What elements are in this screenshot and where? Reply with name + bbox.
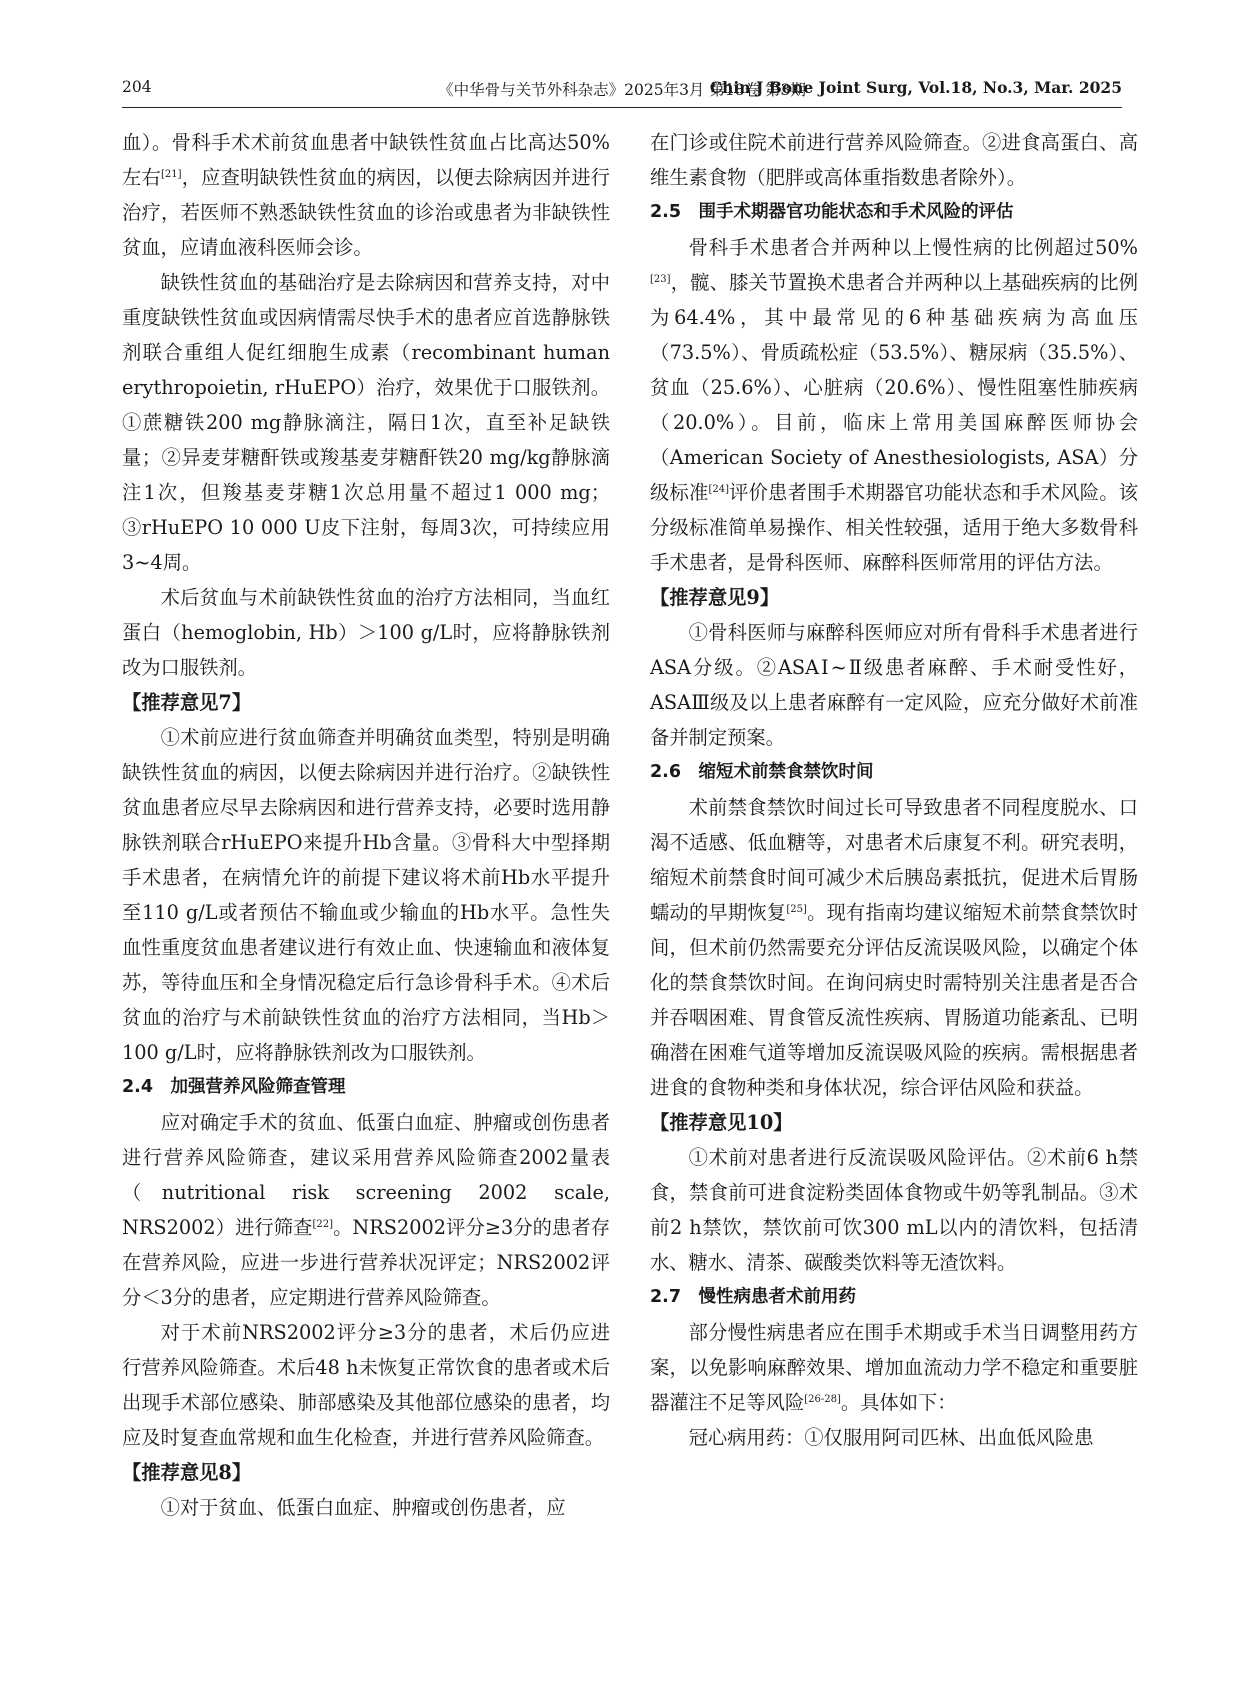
paragraph: 对于术前NRS2002评分≥3分的患者，术后仍应进行营养风险筛查。术后48 h未恢复正常饮食的患者或术后出现手术部位感染、肺部感染及其他部位感染的患者，均应及时复查血常规和血生化检查，并进行营养风险筛查。 (122, 1321, 610, 1449)
citation: [21] (160, 169, 182, 180)
section-heading: 2.4 加强营养风险筛查管理 (122, 1077, 346, 1097)
paragraph: 血）。骨科手术术前贫血患者中缺铁性贫血占比高达50%左右[21]，应查明缺铁性贫血的病因，以便去除病因并进行治疗，若医师不熟悉缺铁性贫血的诊治或患者为非缺铁性贫血，应请血液科医师会诊。 (122, 131, 611, 259)
paragraph: 部分慢性病患者应在围手术期或手术当日调整用药方案，以免影响麻醉效果、增加血流动力学不稳定和重要脏器灌注不足等风险[26-28]。具体如下： (650, 1321, 1138, 1414)
recommendation-heading: 【推荐意见7】 (122, 691, 252, 714)
page-number: 204 (122, 78, 152, 96)
citation: [23] (650, 274, 671, 285)
recommendation-heading: 【推荐意见9】 (650, 586, 780, 609)
section-heading: 2.5 围手术期器官功能状态和手术风险的评估 (650, 202, 1014, 222)
running-header (122, 78, 1122, 108)
header-rule (122, 107, 1122, 108)
paragraph: 应对确定手术的贫血、低蛋白血症、肿瘤或创伤患者进行营养风险筛查，建议采用营养风险筛查2002量表（nutritional risk screening 2002 scale, NRS2002）进行筛查[22]。NRS2002评分≥3分的患者存在营养风险，应进一步进行营养状况评定；NRS2002评分＜3分的患者，应定期进行营养风险筛查。 (122, 1111, 610, 1309)
paragraph: 缺铁性贫血的基础治疗是去除病因和营养支持，对中重度缺铁性贫血或因病情需尽快手术的患者应首选静脉铁剂联合重组人促红细胞生成素（recombinant human erythropoietin, rHuEPO）治疗，效果优于口服铁剂。①蔗糖铁200 mg静脉滴注，隔日1次，直至补足缺铁量；②异麦芽糖酐铁或羧基麦芽糖酐铁20 mg/kg静脉滴注1次，但羧基麦芽糖1次总用量不超过1 000 mg；③rHuEPO 10 000 U皮下注射，每周3次，可持续应用3~4周。 (122, 271, 610, 574)
right-column (650, 125, 1138, 1455)
section-heading: 2.7 慢性病患者术前用药 (650, 1287, 857, 1307)
paragraph: ①术前应进行贫血筛查并明确贫血类型，特别是明确缺铁性贫血的病因，以便去除病因并进行治疗。②缺铁性贫血患者应尽早去除病因和进行营养支持，必要时选用静脉铁剂联合rHuEPO来提升Hb含量。③骨科大中型择期手术患者，在病情允许的前提下建议将术前Hb水平提升至110 g/L或者预估不输血或少输血的Hb水平。急性失血性重度贫血患者建议进行有效止血、快速输血和液体复苏，等待血压和全身情况稳定后行急诊骨科手术。④术后贫血的治疗与术前缺铁性贫血的治疗方法相同，当Hb＞100 g/L时，应将静脉铁剂改为口服铁剂。 (122, 726, 610, 1064)
paragraph: ①骨科医师与麻醉科医师应对所有骨科手术患者进行ASA分级。②ASAⅠ~Ⅱ级患者麻醉、手术耐受性好，ASAⅢ级及以上患者麻醉有一定风险，应充分做好术前准备并制定预案。 (650, 621, 1138, 749)
journal-title-cn: 《中华骨与关节外科杂志》2025年3月 第18卷 第3期 (438, 81, 806, 99)
recommendation-heading: 【推荐意见8】 (122, 1461, 252, 1484)
journal-title-en: Chin J Bone Joint Surg, Vol.18, No.3, Mar. 2025 (709, 78, 1122, 97)
paragraph: 术后贫血与术前缺铁性贫血的治疗方法相同，当血红蛋白（hemoglobin, Hb）＞100 g/L时，应将静脉铁剂改为口服铁剂。 (122, 586, 610, 679)
paragraph: ①术前对患者进行反流误吸风险评估。②术前6 h禁食，禁食前可进食淀粉类固体食物或牛奶等乳制品。③术前2 h禁饮，禁饮前可饮300 mL以内的清饮料，包括清水、糖水、清茶、碳酸类饮料等无渣饮料。 (650, 1146, 1138, 1274)
paragraph: 冠心病用药：①仅服用阿司匹林、出血低风险患 (688, 1426, 1094, 1449)
citation: [26-28] (804, 1394, 841, 1405)
paragraph: 骨科手术患者合并两种以上慢性病的比例超过50%[23]，髋、膝关节置换术患者合并两种以上基础疾病的比例为64.4%，其中最常见的6种基础疾病为高血压（73.5%）、骨质疏松症（53.5%）、糖尿病（35.5%）、贫血（25.6%）、心脏病（20.6%）、慢性阻塞性肺疾病（20.0%）。目前，临床上常用美国麻醉医师协会（American Society of Anesthesiologists, ASA）分级标准[24]评价患者围手术期器官功能状态和手术风险。该分级标准简单易操作、相关性较强，适用于绝大多数骨科手术患者，是骨科医师、麻醉科医师常用的评估方法。 (650, 236, 1139, 574)
section-heading: 2.6 缩短术前禁食禁饮时间 (650, 762, 874, 782)
paragraph: ①对于贫血、低蛋白血症、肿瘤或创伤患者，应 (160, 1496, 566, 1519)
citation: [24] (708, 484, 729, 495)
recommendation-heading: 【推荐意见10】 (650, 1111, 793, 1134)
citation: [25] (786, 904, 807, 915)
paragraph: 在门诊或住院术前进行营养风险筛查。②进食高蛋白、高维生素食物（肥胖或高体重指数患者除外）。 (650, 131, 1138, 189)
paragraph: 术前禁食禁饮时间过长可导致患者不同程度脱水、口渴不适感、低血糖等，对患者术后康复不利。研究表明，缩短术前禁食时间可减少术后胰岛素抵抗，促进术后胃肠蠕动的早期恢复[25]。现有指南均建议缩短术前禁食禁饮时间，但术前仍然需要充分评估反流误吸风险，以确定个体化的禁食禁饮时间。在询问病史时需特别关注患者是否合并吞咽困难、胃食管反流性疾病、胃肠道功能紊乱、已明确潜在困难气道等增加反流误吸风险的疾病。需根据患者进食的食物种类和身体状况，综合评估风险和获益。 (650, 796, 1139, 1099)
citation: [22] (312, 1219, 333, 1230)
left-column (122, 125, 610, 1525)
